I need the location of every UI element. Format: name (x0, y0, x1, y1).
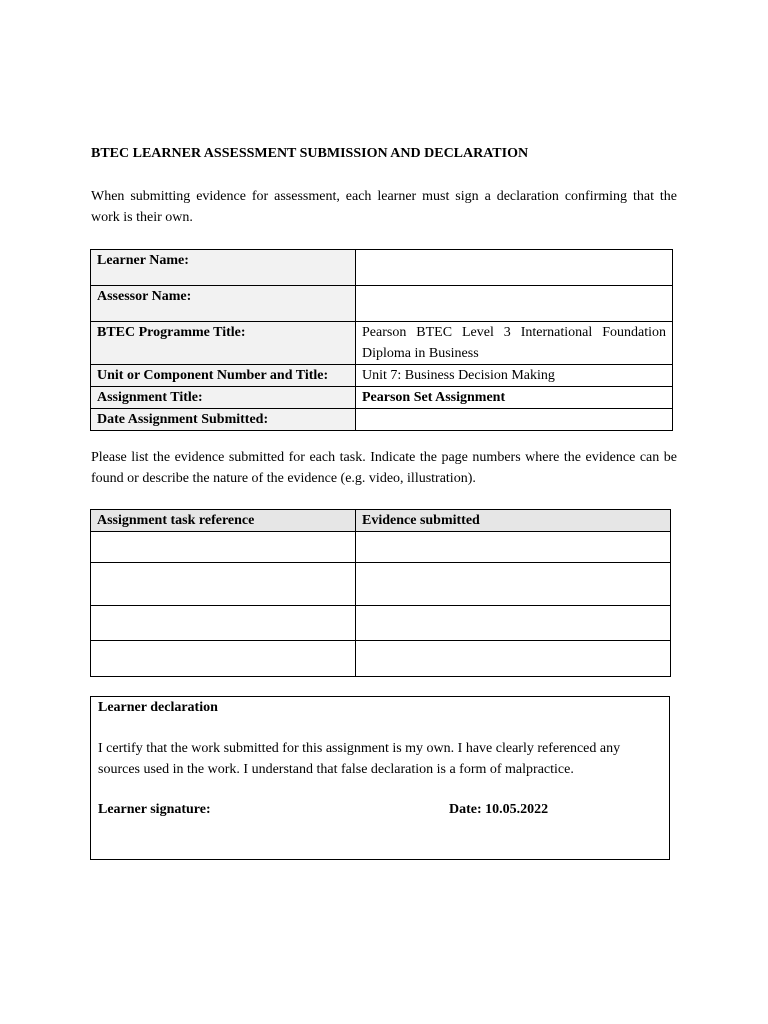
declaration-date: Date: 10.05.2022 (449, 802, 549, 817)
assessor-name-label: Assessor Name: (91, 286, 356, 322)
evidence-instructions: Please list the evidence submitted for each task. Indicate the page numbers where the evidence can be found or describe the nature of the evidence (e.g. video, illustration). (91, 450, 677, 486)
table-row (91, 563, 671, 606)
task-reference-cell[interactable] (91, 606, 356, 641)
unit-value: Unit 7: Business Decision Making (356, 365, 673, 387)
learner-info-table (90, 249, 673, 431)
evidence-cell[interactable] (356, 641, 671, 677)
learner-declaration-box (90, 696, 670, 860)
task-reference-cell[interactable] (91, 563, 356, 606)
task-reference-cell[interactable] (91, 641, 356, 677)
evidence-cell[interactable] (356, 563, 671, 606)
evidence-cell[interactable] (356, 606, 671, 641)
declaration-text: I certify that the work submitted for this assignment is my own. I have clearly referenced any sources used in the work. I understand that false declaration is a form of malpractice. (98, 741, 621, 777)
evidence-table (90, 509, 671, 677)
assignment-title-value: Pearson Set Assignment (356, 387, 673, 409)
table-row (91, 641, 671, 677)
evidence-header-evidence: Evidence submitted (356, 510, 671, 532)
date-submitted-value[interactable] (356, 409, 673, 431)
learner-signature-label: Learner signature: (98, 802, 211, 817)
evidence-cell[interactable] (356, 532, 671, 563)
programme-title-label: BTEC Programme Title: (91, 322, 356, 365)
table-row (91, 532, 671, 563)
unit-label: Unit or Component Number and Title: (91, 365, 356, 387)
assessor-name-value[interactable] (356, 286, 673, 322)
document-title: BTEC LEARNER ASSESSMENT SUBMISSION AND DECLARATION (91, 146, 529, 161)
date-submitted-label: Date Assignment Submitted: (91, 409, 356, 431)
evidence-header-task: Assignment task reference (91, 510, 356, 532)
declaration-heading: Learner declaration (98, 700, 218, 715)
learner-name-label: Learner Name: (91, 250, 356, 286)
task-reference-cell[interactable] (91, 532, 356, 563)
intro-paragraph: When submitting evidence for assessment, each learner must sign a declaration confirming that the work is their own. (91, 189, 677, 225)
table-row (91, 606, 671, 641)
programme-title-value: Pearson BTEC Level 3 International Foundation Diploma in Business (356, 322, 673, 365)
assignment-title-label: Assignment Title: (91, 387, 356, 409)
learner-name-value[interactable] (356, 250, 673, 286)
